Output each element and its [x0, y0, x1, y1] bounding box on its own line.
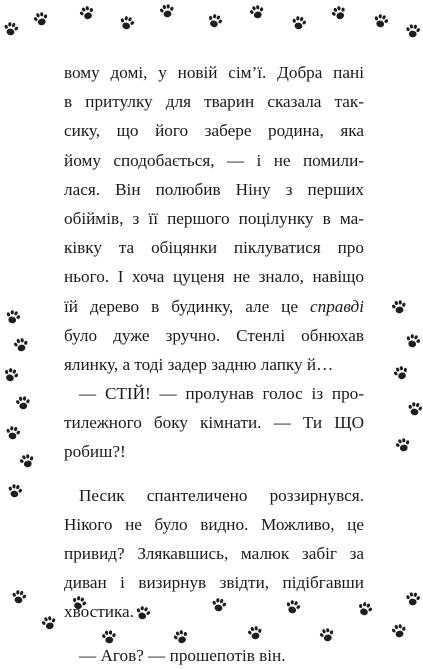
text-line: привид? Злякавшись, малюк забіг за [64, 544, 364, 563]
paw-print-icon [116, 12, 138, 34]
text-line: тилежного боку кімнати. — Ти ЩО [64, 413, 364, 433]
text-fragment: їй дерево в будинку, але це [64, 296, 310, 316]
text-line: йому сподобається, — і не помили- [64, 150, 364, 170]
paw-print-icon [1, 19, 22, 40]
paw-print-icon [30, 8, 52, 30]
paw-print-icon [403, 21, 423, 41]
text-line: обіймів, з її першого поцілунку в ма- [64, 208, 364, 228]
paw-print-icon [11, 335, 32, 356]
paw-print-icon [3, 423, 24, 444]
paragraph-gap [64, 627, 364, 641]
paw-print-icon [246, 1, 268, 23]
paw-print-icon [157, 1, 178, 22]
paw-print-icon [16, 450, 38, 472]
text-line: — СТІЙ! — пролунав голос із про- [79, 384, 364, 404]
text-line: Нікого не було видно. Можливо, це [64, 514, 364, 534]
text-line: — Агов? — прошепотів він. [79, 645, 286, 665]
text-line: нього. І хоча цуценя не знало, навіщо [64, 267, 364, 287]
paw-print-icon [0, 363, 23, 386]
paw-print-icon [392, 434, 414, 456]
paw-print-icon [203, 9, 226, 32]
text-line [64, 292, 364, 321]
paw-print-icon [289, 13, 310, 34]
paw-print-icon [402, 330, 423, 352]
paw-print-icon [4, 480, 25, 501]
paw-print-icon [38, 612, 60, 634]
text-line: сику, що його забере родина, яка [64, 121, 364, 141]
text-line: хвостика. [64, 602, 134, 622]
text-line: лася. Він полюбив Ніну з перших [64, 179, 364, 199]
paw-print-icon [2, 306, 24, 328]
emphasis-text: справді [309, 296, 364, 316]
paw-print-icon [13, 393, 33, 413]
paragraph-gap [64, 467, 364, 481]
text-line: ківку та обіцянки піклуватися про [64, 238, 364, 258]
paw-print-icon [389, 621, 410, 642]
book-page-text [64, 58, 364, 670]
paw-print-icon [327, 1, 351, 25]
paw-print-icon [405, 399, 423, 420]
text-line: робиш?! [64, 442, 126, 462]
text-line: Песик спантеличено роззирнувся. [79, 485, 364, 505]
paw-print-icon [389, 297, 410, 318]
text-line: вому домі, у новій сім’ї. Добра пані [64, 63, 364, 82]
paw-print-icon [75, 1, 98, 24]
paw-print-icon [403, 589, 423, 609]
paw-print-icon [370, 10, 392, 32]
text-line: диван і визирнув звідти, підібгавши [64, 573, 364, 593]
paw-print-icon [389, 361, 412, 384]
text-line: було дуже зручно. Стенлі обнюхав [64, 325, 364, 345]
text-line: ялинку, а тоді задер задню лапку й… [64, 354, 334, 374]
paw-print-icon [9, 587, 30, 608]
text-line: в притулку для тварин сказала так- [64, 92, 364, 112]
